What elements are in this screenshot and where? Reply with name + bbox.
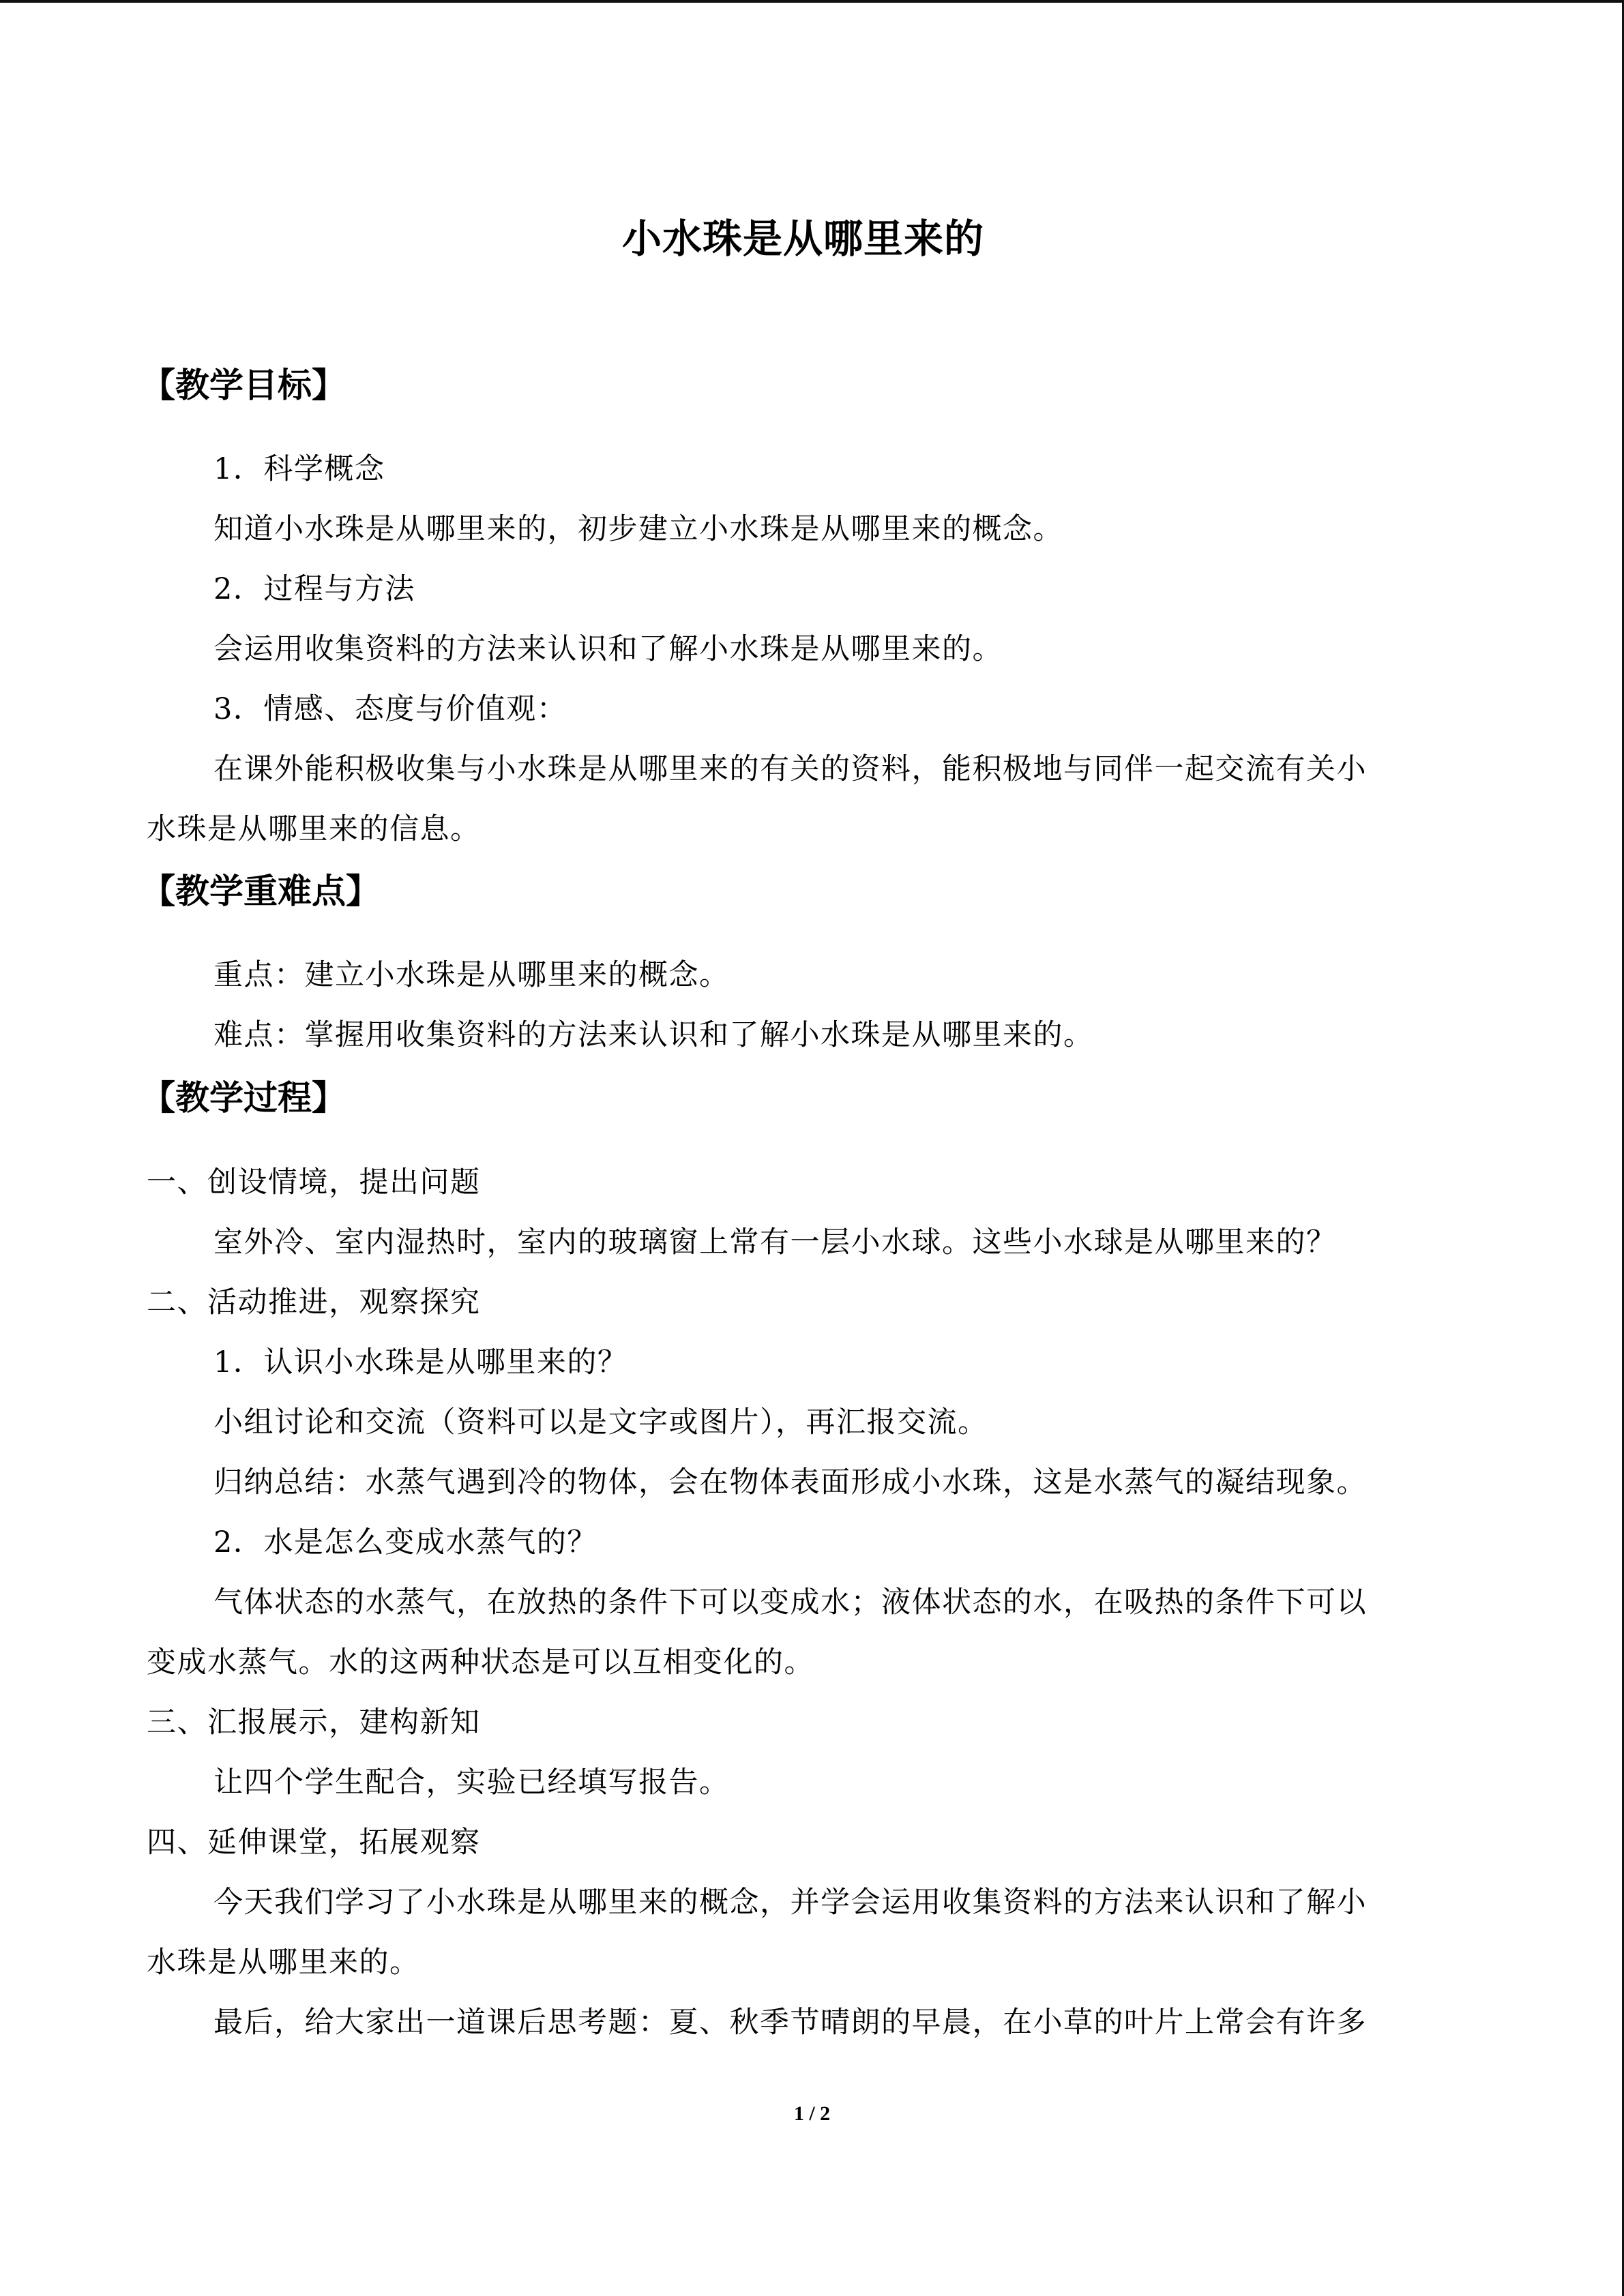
step-1-text: 室外冷、室内湿热时，室内的玻璃窗上常有一层小水球。这些小水球是从哪里来的？ [213, 1225, 1337, 1259]
objective-3-text-line2: 水珠是从哪里来的信息。 [147, 812, 481, 846]
step-4-line1: 今天我们学习了小水珠是从哪里来的概念，并学会运用收集资料的方法来认识和了解小 [213, 1885, 1367, 1920]
objective-1-label: 1．科学概念 [213, 452, 385, 486]
document-title: 小水珠是从哪里来的 [621, 215, 984, 262]
heading-process: 【教学过程】 [141, 1078, 346, 1118]
step-4-line3: 最后，给大家出一道课后思考题：夏、秋季节晴朗的早晨，在小草的叶片上常会有许多 [213, 2006, 1367, 2040]
step-3-text: 让四个学生配合，实验已经填写报告。 [213, 1765, 730, 1800]
step-2-title: 二、活动推进，观察探究 [147, 1285, 481, 1320]
step-4-title: 四、延伸课堂，拓展观察 [147, 1825, 481, 1860]
step-1-title: 一、创设情境，提出问题 [147, 1165, 481, 1199]
page-border-top [0, 0, 1624, 3]
step-2-sub1-label: 1．认识小水珠是从哪里来的？ [213, 1345, 628, 1380]
key-point-text: 重点：建立小水珠是从哪里来的概念。 [213, 958, 730, 992]
objective-2-text: 会运用收集资料的方法来认识和了解小水珠是从哪里来的。 [213, 632, 1003, 666]
step-2-sub2-label: 2．水是怎么变成水蒸气的？ [213, 1525, 597, 1560]
step-2-sub2-line1: 气体状态的水蒸气，在放热的条件下可以变成水；液体状态的水，在吸热的条件下可以 [213, 1585, 1367, 1620]
heading-objectives: 【教学目标】 [141, 366, 346, 405]
step-2-sub2-line2: 变成水蒸气。水的这两种状态是可以互相变化的。 [147, 1645, 814, 1680]
step-4-line2: 水珠是从哪里来的。 [147, 1945, 420, 1980]
objective-2-label: 2．过程与方法 [213, 572, 415, 606]
difficulty-text: 难点：掌握用收集资料的方法来认识和了解小水珠是从哪里来的。 [213, 1018, 1094, 1052]
page-number: 1 / 2 [793, 2102, 831, 2125]
objective-3-text-line1: 在课外能积极收集与小水珠是从哪里来的有关的资料，能积极地与同伴一起交流有关小 [213, 752, 1367, 786]
heading-key-points: 【教学重难点】 [141, 871, 380, 911]
objective-3-label: 3．情感、态度与价值观： [213, 692, 567, 726]
step-2-sub1-line2: 归纳总结：水蒸气遇到冷的物体，会在物体表面形成小水珠，这是水蒸气的凝结现象。 [213, 1465, 1367, 1500]
step-3-title: 三、汇报展示，建构新知 [147, 1705, 481, 1740]
step-2-sub1-line1: 小组讨论和交流（资料可以是文字或图片），再汇报交流。 [213, 1405, 988, 1440]
objective-1-text: 知道小水珠是从哪里来的，初步建立小水珠是从哪里来的概念。 [213, 512, 1063, 546]
